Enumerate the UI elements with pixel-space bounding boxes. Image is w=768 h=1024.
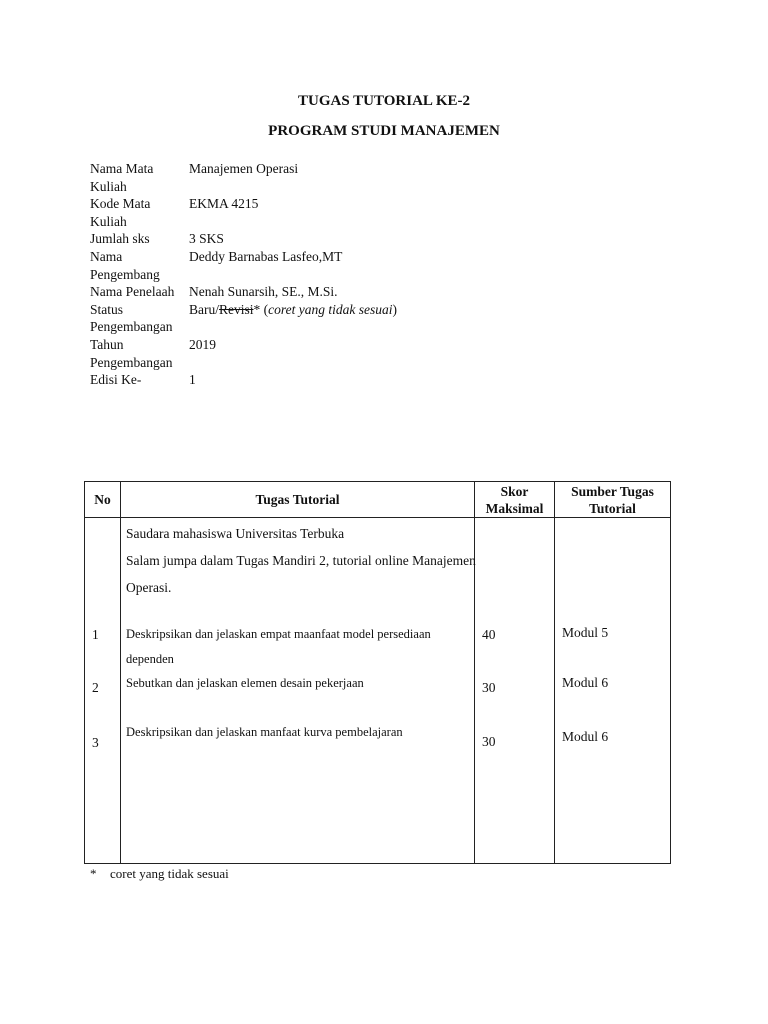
source-value: Modul 6 — [562, 729, 609, 744]
document-title: TUGAS TUTORIAL KE-2 — [298, 93, 470, 109]
header-no: No — [94, 492, 111, 507]
header-sumber: Sumber Tugas Tutorial — [571, 483, 654, 516]
info-label: Status Pengembangan — [90, 301, 173, 335]
info-label: Nama Mata Kuliah — [90, 161, 154, 194]
info-label: Jumlah sks — [90, 231, 150, 247]
info-value: 1 — [189, 372, 196, 388]
row-number: 2 — [92, 680, 99, 695]
info-value: Deddy Barnabas Lasfeo,MT — [189, 248, 343, 264]
column-divider — [120, 482, 121, 863]
info-row-edisi — [90, 371, 410, 389]
footnote-text: coret yang tidak sesuai — [110, 866, 229, 881]
header-tugas: Tugas Tutorial — [255, 492, 340, 507]
info-row-penelaah — [90, 283, 410, 301]
status-close: ) — [392, 301, 397, 317]
program-title: PROGRAM STUDI MANAJEMEN — [268, 123, 500, 139]
info-value: Nenah Sunarsih, SE., M.Si. — [189, 284, 338, 300]
info-row-sks — [90, 230, 410, 248]
status-star: * ( — [253, 301, 269, 317]
score-value: 30 — [482, 734, 496, 749]
column-divider — [554, 482, 555, 863]
status-baru: Baru/ — [189, 301, 219, 317]
header-skor: Skor Maksimal — [485, 483, 544, 516]
header-divider — [85, 517, 670, 518]
task-text: Sebutkan dan jelaskan elemen desain pekerjaan — [126, 676, 364, 690]
info-value: Manajemen Operasi — [189, 161, 299, 176]
info-row-pengembang — [90, 248, 410, 283]
status-value — [189, 301, 410, 336]
source-value: Modul 5 — [562, 625, 609, 640]
score-value: 30 — [482, 680, 496, 695]
info-label: Nama Pengembang — [90, 248, 160, 282]
tutorial-table — [84, 481, 671, 864]
intro-line: Salam jumpa dalam Tugas Mandiri 2, tutorial online Manajemen Operasi. — [126, 553, 476, 595]
info-label: Kode Mata Kuliah — [90, 196, 151, 229]
intro-line: Saudara mahasiswa Universitas Terbuka — [126, 526, 345, 541]
task-text: Deskripsikan dan jelaskan empat maanfaat model persediaan dependen — [126, 627, 431, 666]
status-revisi-struck: Revisi — [219, 301, 254, 317]
status-note: coret yang tidak sesuai — [268, 301, 393, 317]
footnote — [90, 866, 229, 882]
info-row-nama-mk — [90, 160, 410, 195]
footnote-star: * — [90, 866, 97, 881]
info-row-status — [90, 301, 410, 336]
course-info — [90, 160, 410, 389]
info-label: Tahun Pengembangan — [90, 336, 173, 370]
info-value: 2019 — [189, 336, 216, 352]
row-number: 1 — [92, 627, 99, 642]
info-value: EKMA 4215 — [189, 196, 259, 212]
info-row-tahun — [90, 336, 410, 371]
info-value: 3 SKS — [189, 231, 224, 247]
info-row-kode-mk — [90, 195, 410, 230]
info-label: Edisi Ke- — [90, 372, 142, 388]
source-value: Modul 6 — [562, 675, 609, 690]
row-number: 3 — [92, 735, 99, 750]
score-value: 40 — [482, 627, 496, 642]
intro-text — [126, 520, 476, 601]
task-text: Deskripsikan dan jelaskan manfaat kurva pembelajaran — [126, 725, 403, 739]
info-label: Nama Penelaah — [90, 284, 175, 300]
